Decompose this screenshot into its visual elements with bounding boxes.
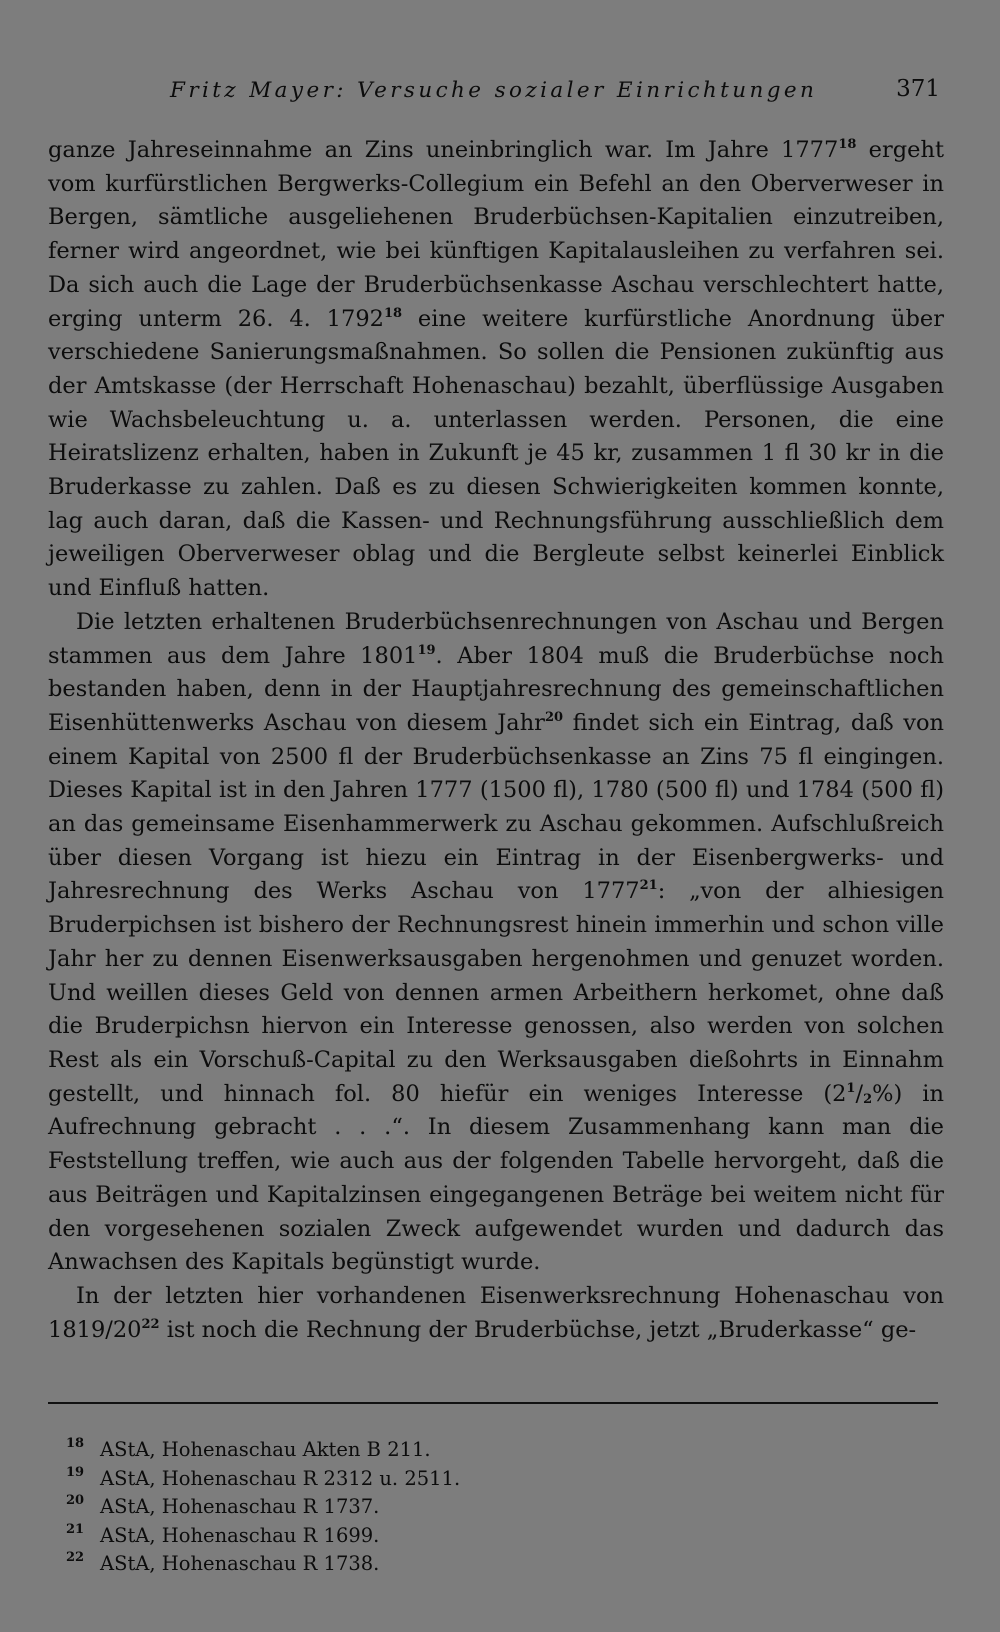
footnote-reference: 18 — [838, 137, 857, 152]
footnote-reference: 21 — [639, 878, 658, 894]
text-run: findet sich ein Eintrag, daß von einem Kapital von 2500 fl der Bruderbüchsenkasse an Zins 75 fl eingingen. Dieses Kapital ist in den Jahren 1777 (1500 fl), 1780 (500 fl) und 1784 (500 fl) an das gemeinsame Eisenhammerwerk zu Aschau gekommen. Aufschlußreich über diesen Vorgang ist hiezu ein Eintrag in der Eisenbergwerks- und Jahresrechnung des Werks Aschau von 1777 — [48, 709, 944, 905]
fraction-slash: / — [855, 1080, 864, 1107]
footnote — [66, 1550, 766, 1579]
paragraph-3 — [48, 1280, 944, 1347]
fraction-denominator: 2 — [863, 1091, 873, 1107]
text-run: eine weitere kurfürstliche Anordnung über verschiedene Sanierungsmaßnahmen. So sollen die Pensionen zukünftig aus der Amtskasse (der Herrschaft Hohenaschau) bezahlt, überflüssige Ausgaben wie Wachsbeleuchtung u. a. unterlassen werden. Personen, die eine Heiratslizenz erhalten, haben in Zukunft je 45 kr, zusammen 1 fl 30 kr in die Bruderkasse zu zahlen. Daß es zu diesen Schwierigkeiten kommen konnte, lag auch daran, daß die Kassen- und Rechnungsführung ausschließlich dem jeweiligen Oberverweser oblag und die Bergleute selbst keinerlei Einblick und Einfluß hatten. — [48, 305, 944, 602]
footnote — [66, 1465, 766, 1494]
footnote-number: 19 — [66, 1464, 85, 1480]
text-run: ganze Jahreseinnahme an Zins uneinbringlich war. Im Jahre 1777 — [48, 137, 839, 163]
footnote-divider — [48, 1402, 938, 1404]
text-run: : „von der alhiesigen Bruderpichsen ist bishero der Rechnungsrest hinein immerhin und schon ville Jahr her zu dennen Eisenwerksausgaben hergenohmen und genuzet worden. Und weillen dieses Geld von dennen armen Arbeithern herkomet, ohne daß die Bruderpichsn hiervon ein Interesse genossen, also werden von solchen Rest als ein Vorschuß-Capital zu den Werksausgaben dießohrts in Einnahm gestellt, und hinnach fol. 80 hiefür ein weniges Interesse (2 — [48, 878, 945, 1107]
fraction-numerator: 1 — [846, 1080, 856, 1096]
footnote-reference: 22 — [141, 1316, 160, 1332]
footnote-number: 22 — [66, 1550, 85, 1566]
footnote-number: 21 — [66, 1521, 85, 1537]
running-header — [48, 76, 944, 112]
footnote-text: AStA, Hohenaschau Akten B 211. — [100, 1438, 431, 1461]
footnote-text: AStA, Hohenaschau R 1738. — [100, 1552, 380, 1576]
text-run: Die letzten erhaltenen Bruderbüchsenrechnungen von Aschau und Bergen stammen aus dem Jahre 1801 — [48, 608, 944, 669]
running-title: Fritz Mayer: Versuche sozialer Einrichtungen — [170, 78, 818, 103]
footnote — [66, 1522, 766, 1551]
footnote-number: 18 — [66, 1436, 85, 1451]
footnote-reference: 20 — [544, 709, 564, 725]
text-run: ist noch die Rechnung der Bruderbüchse, jetzt „Bruderkasse“ ge- — [159, 1316, 917, 1343]
footnote-text: AStA, Hohenaschau R 2312 u. 2511. — [100, 1466, 461, 1490]
footnote-text: AStA, Hohenaschau R 1737. — [100, 1495, 380, 1519]
footnote-reference: 19 — [417, 642, 436, 658]
footnotes — [66, 1436, 766, 1579]
footnote-text: AStA, Hohenaschau R 1699. — [100, 1523, 380, 1547]
footnote-number: 20 — [66, 1493, 85, 1509]
text-run: %) in Aufrechnung gebracht . . .“. In diesem Zusammenhang kann man die Feststellung treffen, wie auch aus der folgenden Tabelle hervorgeht, daß die aus Beiträgen und Kapitalzinsen eingegangenen Beträge bei weitem nicht für den vorgesehenen sozialen Zweck aufgewendet wurden und dadurch das Anwachsen des Kapitals begünstigt wurde. — [48, 1080, 944, 1276]
footnote-reference: 18 — [383, 305, 403, 321]
paragraph-2 — [48, 606, 944, 1280]
text-run: . Aber 1804 muß die Bruderbüchse noch bestanden haben, denn in der Hauptjahresrechnung des gemeinschaftlichen Eisenhüttenwerks Aschau von diesem Jahr — [48, 642, 944, 736]
footnote — [66, 1493, 766, 1522]
paragraph-1 — [48, 134, 944, 606]
body-text — [48, 134, 944, 1347]
text-run: ergeht vom kurfürstlichen Bergwerks-Collegium ein Befehl an den Oberverweser in Bergen, sämtliche ausgeliehenen Bruderbüchsen-Kapitalien einzutreiben, ferner wird angeordnet, wie bei künftigen Kapitalausleihen zu verfahren sei. Da sich auch die Lage der Bruderbüchsenkasse Aschau verschlechtert hatte, erging unterm 26. 4. 1792 — [48, 137, 944, 332]
page-number: 371 — [896, 76, 940, 102]
text-run: In der letzten hier vorhandenen Eisenwerksrechnung Hohenaschau von 1819/20 — [48, 1282, 944, 1343]
footnote — [66, 1436, 766, 1465]
